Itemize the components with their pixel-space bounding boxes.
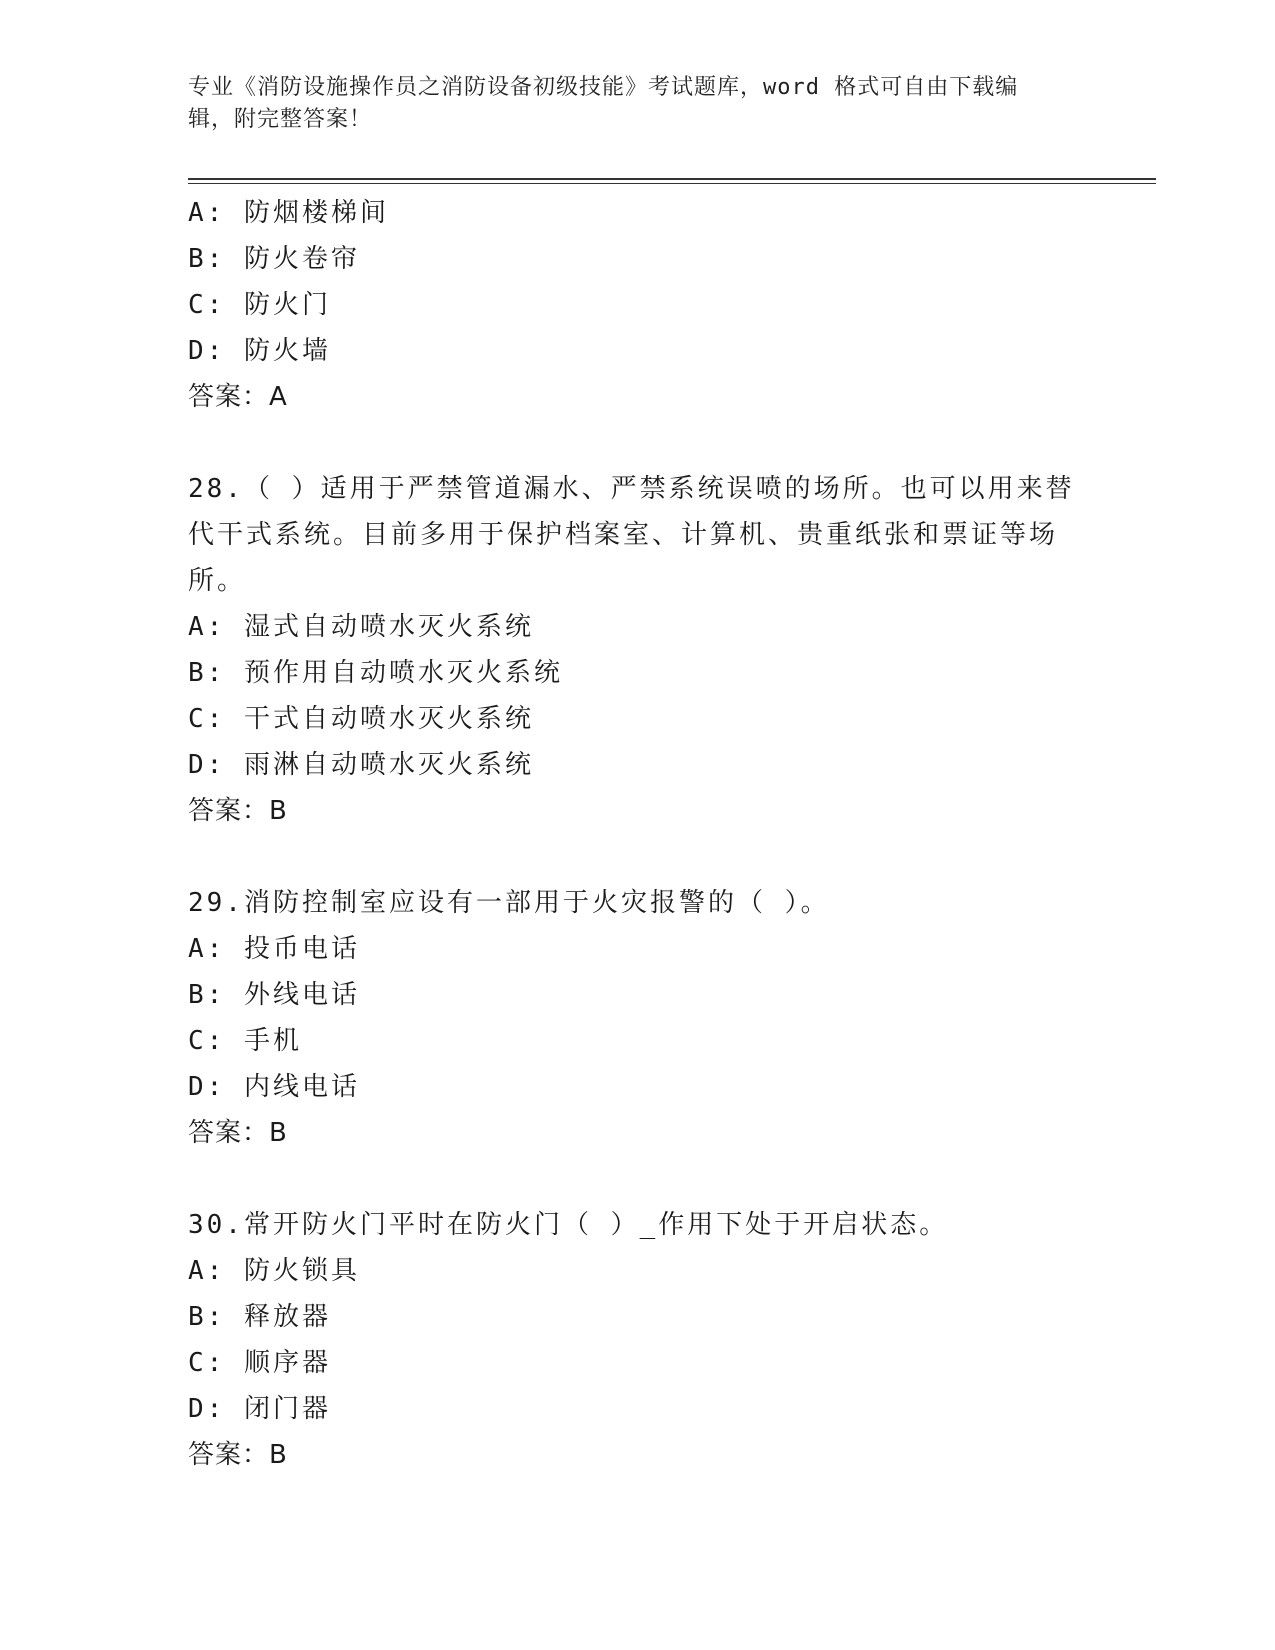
- answer-line: 答案：B: [188, 796, 288, 826]
- option-b: B: 预作用自动喷水灭火系统: [188, 658, 563, 688]
- header-divider-thick: [188, 178, 1156, 180]
- option-c: C: 防火门: [188, 290, 331, 320]
- document-header: [188, 72, 1068, 136]
- option-a: A: 防火锁具: [188, 1256, 360, 1286]
- header-line-1: 专业《消防设施操作员之消防设备初级技能》考试题库，word 格式可自由下载编: [188, 75, 1019, 100]
- option-d: D: 雨淋自动喷水灭火系统: [188, 750, 534, 780]
- header-line-2: 辑，附完整答案！: [188, 107, 373, 132]
- option-d: D: 防火墙: [188, 336, 331, 366]
- question-30: [188, 1202, 1088, 1478]
- option-b: B: 释放器: [188, 1302, 331, 1332]
- question-stem-line: 28.（ ）适用于严禁管道漏水、严禁系统误喷的场所。也可以用来替: [188, 474, 1075, 504]
- option-b: B: 防火卷帘: [188, 244, 360, 274]
- option-a: A: 湿式自动喷水灭火系统: [188, 612, 534, 642]
- option-c: C: 手机: [188, 1026, 302, 1056]
- question-list: [188, 190, 1088, 1478]
- header-divider-thin: [188, 183, 1156, 184]
- answer-line: 答案：B: [188, 1118, 288, 1148]
- question-stem-line: 29.消防控制室应设有一部用于火灾报警的（ ）。: [188, 888, 830, 918]
- answer-line: 答案：B: [188, 1440, 288, 1470]
- question-27-continued: [188, 190, 1088, 420]
- option-d: D: 闭门器: [188, 1394, 331, 1424]
- answer-line: 答案：A: [188, 382, 288, 412]
- question-28: [188, 466, 1088, 834]
- option-a: A: 投币电话: [188, 934, 360, 964]
- question-stem-line: 所。: [188, 566, 247, 596]
- option-b: B: 外线电话: [188, 980, 360, 1010]
- option-c: C: 顺序器: [188, 1348, 331, 1378]
- question-stem-line: 代干式系统。目前多用于保护档案室、计算机、贵重纸张和票证等场: [188, 520, 1059, 550]
- option-d: D: 内线电话: [188, 1072, 360, 1102]
- option-c: C: 干式自动喷水灭火系统: [188, 704, 534, 734]
- question-29: [188, 880, 1088, 1156]
- option-a: A: 防烟楼梯间: [188, 198, 389, 228]
- question-stem-line: 30.常开防火门平时在防火门（ ）_作用下处于开启状态。: [188, 1210, 949, 1240]
